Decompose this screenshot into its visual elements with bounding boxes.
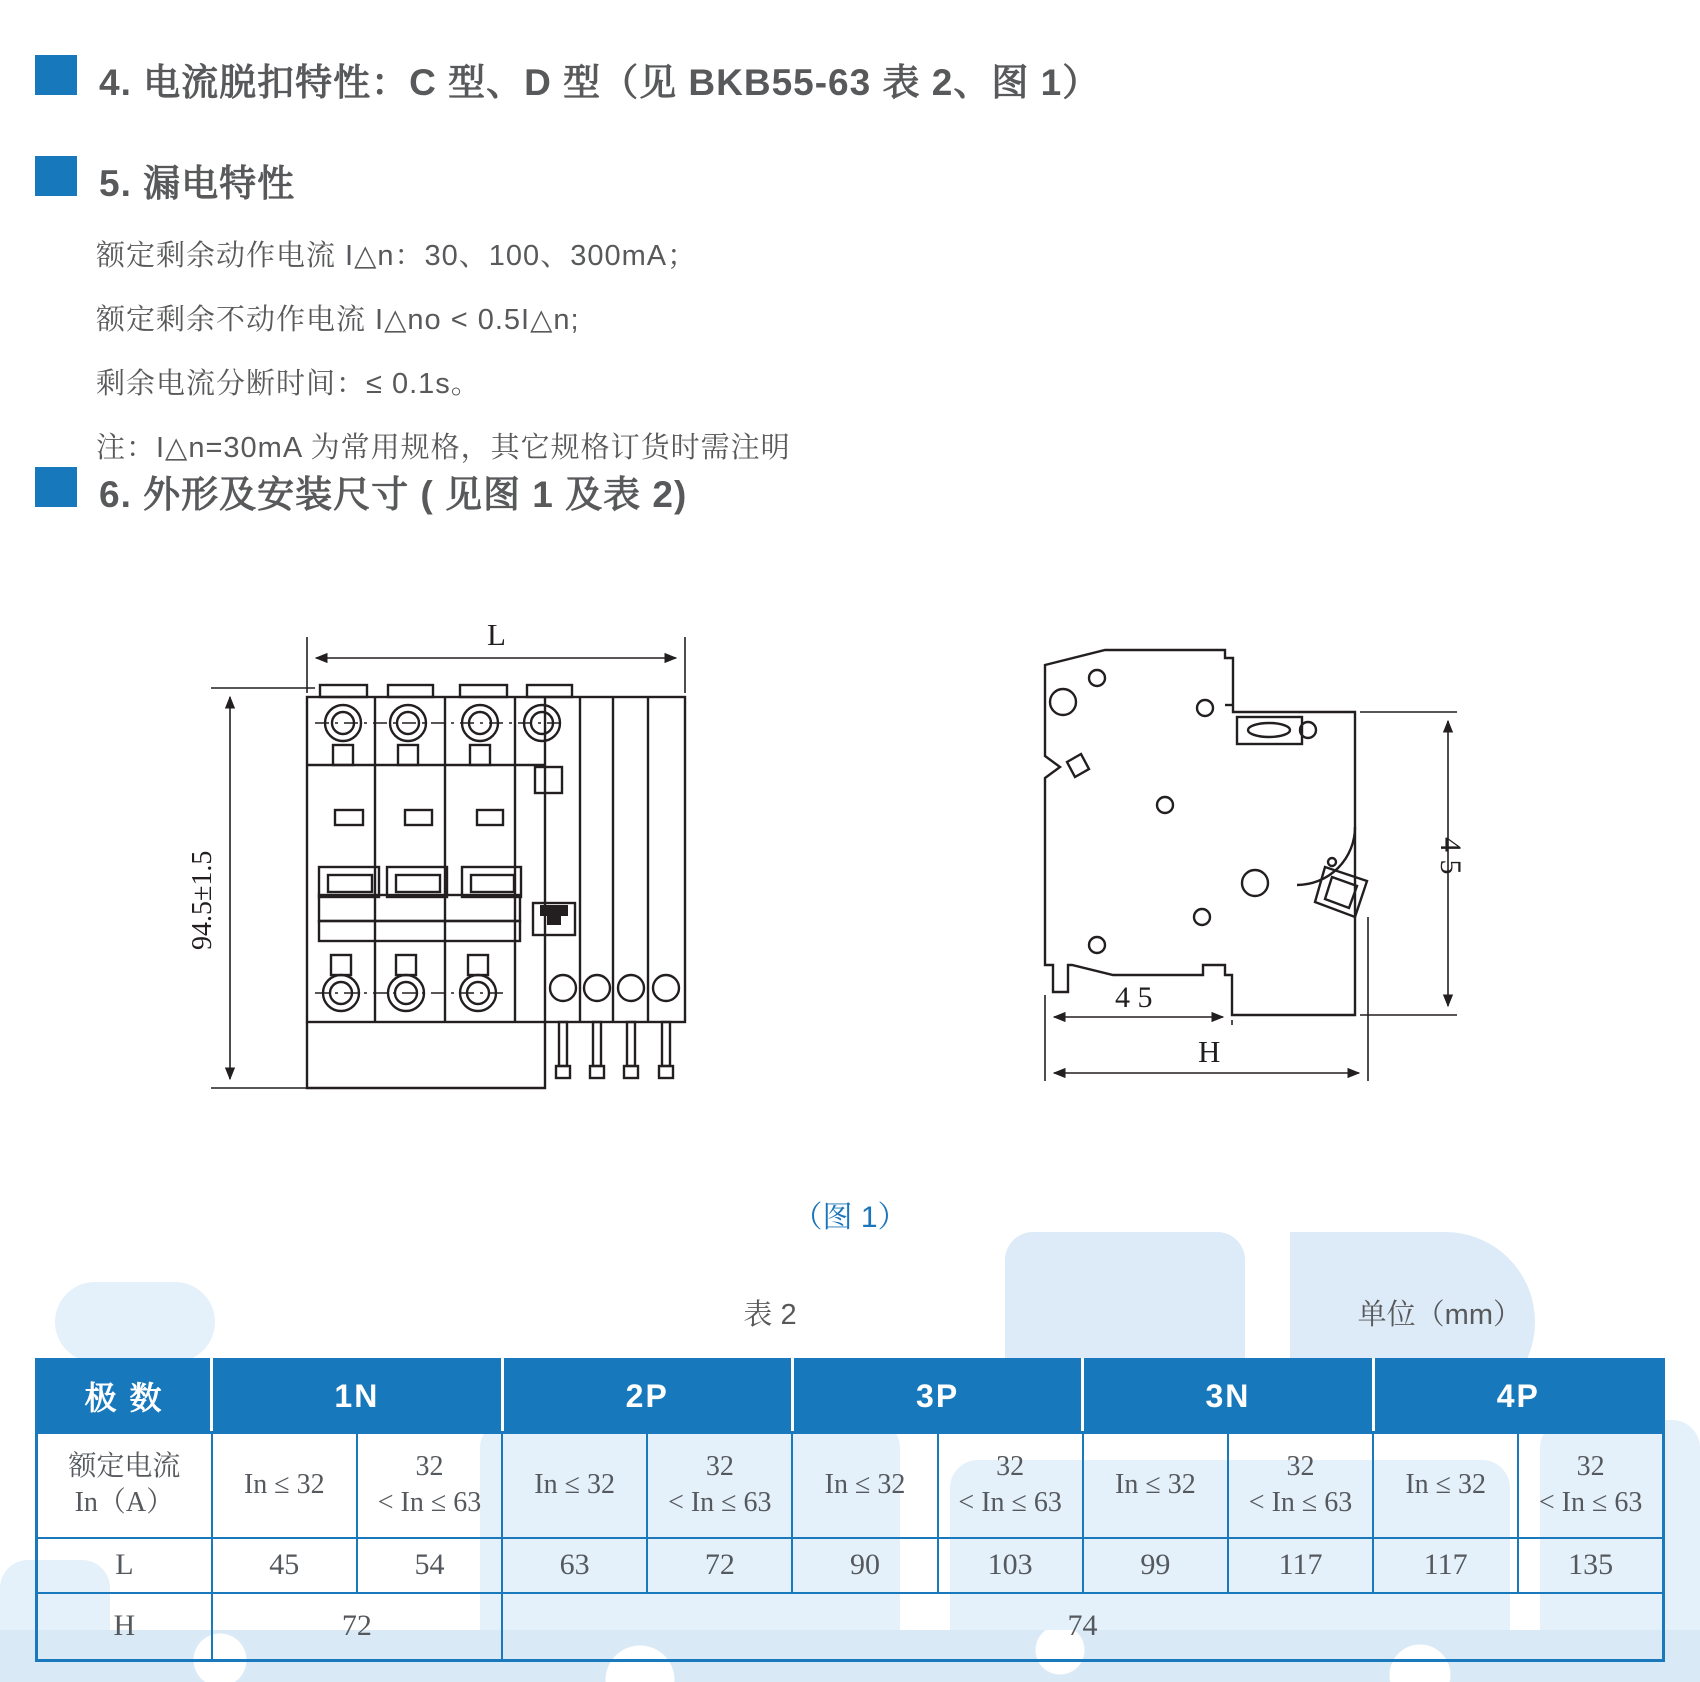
- leakage-spec-line-4: 注：I△n=30mA 为常用规格，其它规格订货时需注明: [96, 432, 791, 464]
- length-value-3: 72: [647, 1538, 792, 1593]
- section-5: [35, 153, 295, 207]
- front-dim-height-label: 94.5±1.5: [187, 850, 218, 950]
- pole-group-header-1n: 1N: [212, 1360, 502, 1433]
- current-range-low-2p: In ≤ 32: [502, 1433, 647, 1538]
- length-row: [37, 1538, 1664, 1593]
- length-row-label: L: [37, 1538, 212, 1593]
- section-4-heading: 4. 电流脱扣特性：C 型、D 型（见 BKB55-63 表 2、图 1）: [99, 62, 1101, 103]
- height-value-0: 72: [212, 1593, 502, 1661]
- current-range-low-3p: In ≤ 32: [792, 1433, 937, 1538]
- section-4: [35, 52, 1100, 106]
- rated-current-label: 额定电流 In（A）: [37, 1433, 212, 1538]
- length-value-8: 117: [1373, 1538, 1518, 1593]
- length-value-0: 45: [212, 1538, 357, 1593]
- leakage-spec-line-2: 额定剩余不动作电流 I△no < 0.5I△n;: [96, 304, 580, 336]
- current-range-high-2p: 32 < In ≤ 63: [647, 1433, 792, 1538]
- height-row-label: H: [37, 1593, 212, 1661]
- leakage-spec-line-1: 额定剩余动作电流 I△n：30、100、300mA；: [96, 240, 698, 272]
- section-bullet-icon: [35, 55, 77, 95]
- height-row: [37, 1593, 1664, 1661]
- current-range-low-1n: In ≤ 32: [212, 1433, 357, 1538]
- front-dim-width-label: L: [487, 617, 506, 652]
- section-bullet-icon: [35, 467, 77, 507]
- section-6: [35, 464, 687, 518]
- rated-current-row: [37, 1433, 1664, 1538]
- side-dim-total-width-label: H: [1198, 1034, 1221, 1069]
- table-title: 表 2: [743, 1299, 797, 1331]
- dimension-table: [35, 1358, 1665, 1662]
- pole-group-header-3n: 3N: [1083, 1360, 1373, 1433]
- section-bullet-icon: [35, 156, 77, 196]
- length-value-5: 103: [938, 1538, 1083, 1593]
- length-value-2: 63: [502, 1538, 647, 1593]
- section-5-heading: 5. 漏电特性: [99, 163, 296, 204]
- current-range-high-1n: 32 < In ≤ 63: [357, 1433, 502, 1538]
- leakage-spec-paragraph: [96, 224, 791, 480]
- side-dim-bottom-width-label: 4 5: [1115, 981, 1153, 1014]
- section-6-heading: 6. 外形及安装尺寸 ( 见图 1 及表 2): [99, 474, 688, 515]
- current-range-high-3p: 32 < In ≤ 63: [938, 1433, 1083, 1538]
- height-value-1: 74: [502, 1593, 1663, 1661]
- length-value-7: 117: [1228, 1538, 1373, 1593]
- current-range-high-4p: 32 < In ≤ 63: [1518, 1433, 1663, 1538]
- length-value-1: 54: [357, 1538, 502, 1593]
- side-dim-depth-label: 4 5: [1434, 837, 1467, 875]
- pole-group-header-3p: 3P: [792, 1360, 1082, 1433]
- table-unit-note: 单位（mm）: [1357, 1299, 1522, 1331]
- length-value-6: 99: [1083, 1538, 1228, 1593]
- side-view-drawing: [955, 565, 1475, 1150]
- front-view-drawing: [175, 565, 715, 1105]
- pole-group-header-4p: 4P: [1373, 1360, 1663, 1433]
- pole-group-header-2p: 2P: [502, 1360, 792, 1433]
- poles-corner-header: 极 数: [37, 1360, 212, 1433]
- length-value-9: 135: [1518, 1538, 1663, 1593]
- table-header-row: [37, 1360, 1664, 1433]
- length-value-4: 90: [792, 1538, 937, 1593]
- current-range-low-3n: In ≤ 32: [1083, 1433, 1228, 1538]
- figure-caption: （图 1）: [792, 1201, 908, 1234]
- leakage-spec-line-3: 剩余电流分断时间：≤ 0.1s。: [96, 368, 481, 400]
- current-range-low-4p: In ≤ 32: [1373, 1433, 1518, 1538]
- current-range-high-3n: 32 < In ≤ 63: [1228, 1433, 1373, 1538]
